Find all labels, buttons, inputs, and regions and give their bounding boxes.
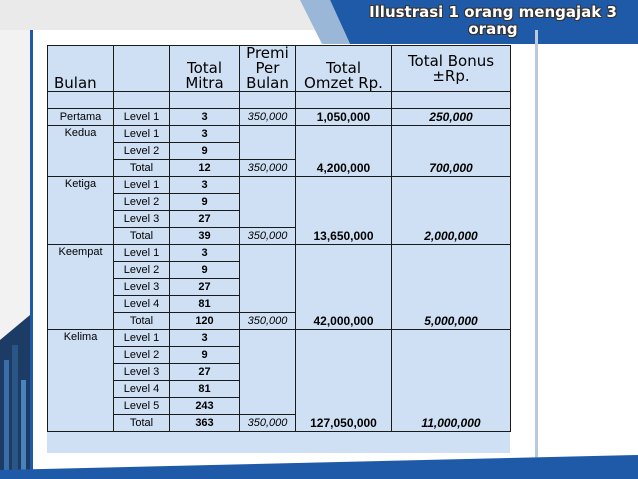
omzet-cell: 1,050,000 <box>296 109 392 126</box>
premi-empty-cell <box>240 126 296 160</box>
omzet-cell: 127,050,000 <box>296 330 392 432</box>
mitra-cell: 3 <box>170 126 240 143</box>
header-bonus-line: Total Bonus <box>407 51 495 70</box>
spacer-cell <box>296 92 392 109</box>
level-cell: Level 1 <box>114 126 170 143</box>
level-cell: Level 2 <box>114 347 170 364</box>
slide-title-line1: Illustrasi 1 orang mengajak 3 <box>369 3 617 21</box>
header-premi-line: Bulan <box>246 74 289 92</box>
header-level <box>114 46 170 92</box>
total-mitra-cell: 12 <box>170 160 240 177</box>
mitra-cell: 9 <box>170 262 240 279</box>
bonus-illustration-table <box>47 45 511 432</box>
premi-cell: 350,000 <box>240 313 296 330</box>
mitra-cell: 3 <box>170 177 240 194</box>
omzet-cell: 13,650,000 <box>296 177 392 245</box>
bonus-cell: 5,000,000 <box>392 245 511 330</box>
month-cell: Kelima <box>48 330 114 432</box>
mitra-cell: 9 <box>170 143 240 160</box>
mitra-cell: 9 <box>170 194 240 211</box>
premi-empty-cell <box>240 330 296 415</box>
table-row <box>48 126 511 143</box>
level-cell: Level 1 <box>114 177 170 194</box>
level-cell: Level 2 <box>114 262 170 279</box>
total-mitra-cell: 120 <box>170 313 240 330</box>
mitra-cell: 243 <box>170 398 240 415</box>
mitra-cell: 9 <box>170 347 240 364</box>
mitra-cell: 81 <box>170 296 240 313</box>
header-total-mitra <box>170 46 240 92</box>
table-row <box>48 109 511 126</box>
header-omzet <box>296 46 392 92</box>
mitra-cell: 3 <box>170 245 240 262</box>
spacer-cell <box>48 92 114 109</box>
header-bulan: Bulan <box>48 46 114 92</box>
spacer-cell <box>170 92 240 109</box>
header-omzet-line: Omzet Rp. <box>304 74 383 92</box>
table-row <box>48 245 511 262</box>
premi-cell: 350,000 <box>240 160 296 177</box>
month-cell: Kedua <box>48 126 114 177</box>
level-cell: Level 4 <box>114 296 170 313</box>
header-row <box>48 46 511 92</box>
level-cell: Level 2 <box>114 143 170 160</box>
level-cell: Level 1 <box>114 330 170 347</box>
spacer-cell <box>114 92 170 109</box>
header-omzet-line: Total <box>325 59 362 77</box>
total-mitra-cell: 363 <box>170 415 240 432</box>
level-cell: Level 1 <box>114 109 170 126</box>
bonus-cell: 700,000 <box>392 126 511 177</box>
mitra-cell: 3 <box>170 109 240 126</box>
total-label-cell: Total <box>114 415 170 432</box>
slide-title-line2: orang <box>468 20 518 38</box>
premi-empty-cell <box>240 245 296 313</box>
premi-cell: 350,000 <box>240 109 296 126</box>
spacer-cell <box>392 92 511 109</box>
header-total-mitra-line: Total <box>186 59 223 77</box>
month-cell: Pertama <box>48 109 114 126</box>
bonus-cell: 2,000,000 <box>392 177 511 245</box>
level-cell: Level 4 <box>114 381 170 398</box>
table-row <box>48 330 511 347</box>
omzet-cell: 42,000,000 <box>296 245 392 330</box>
mitra-cell: 27 <box>170 211 240 228</box>
header-bonus <box>392 46 511 92</box>
slide-title <box>358 4 628 38</box>
header-premi-line: Premi <box>246 44 289 62</box>
total-mitra-cell: 39 <box>170 228 240 245</box>
header-bonus-line: ±Rp. <box>432 66 470 85</box>
level-cell: Level 3 <box>114 211 170 228</box>
premi-empty-cell <box>240 177 296 228</box>
level-cell: Level 2 <box>114 194 170 211</box>
bonus-cell: 11,000,000 <box>392 330 511 432</box>
level-cell: Level 3 <box>114 364 170 381</box>
premi-cell: 350,000 <box>240 415 296 432</box>
spacer-row <box>48 92 511 109</box>
month-cell: Ketiga <box>48 177 114 245</box>
header-premi-line: Per <box>255 59 280 77</box>
level-cell: Level 1 <box>114 245 170 262</box>
header-total-mitra-line: Mitra <box>185 74 224 92</box>
mitra-cell: 81 <box>170 381 240 398</box>
level-cell: Level 5 <box>114 398 170 415</box>
header-premi <box>240 46 296 92</box>
bonus-table-container <box>47 45 510 453</box>
spacer-cell <box>240 92 296 109</box>
mitra-cell: 27 <box>170 364 240 381</box>
month-cell: Keempat <box>48 245 114 330</box>
mitra-cell: 3 <box>170 330 240 347</box>
omzet-cell: 4,200,000 <box>296 126 392 177</box>
bonus-cell: 250,000 <box>392 109 511 126</box>
mitra-cell: 27 <box>170 279 240 296</box>
level-cell: Level 3 <box>114 279 170 296</box>
total-label-cell: Total <box>114 313 170 330</box>
total-label-cell: Total <box>114 160 170 177</box>
total-label-cell: Total <box>114 228 170 245</box>
table-row <box>48 177 511 194</box>
premi-cell: 350,000 <box>240 228 296 245</box>
